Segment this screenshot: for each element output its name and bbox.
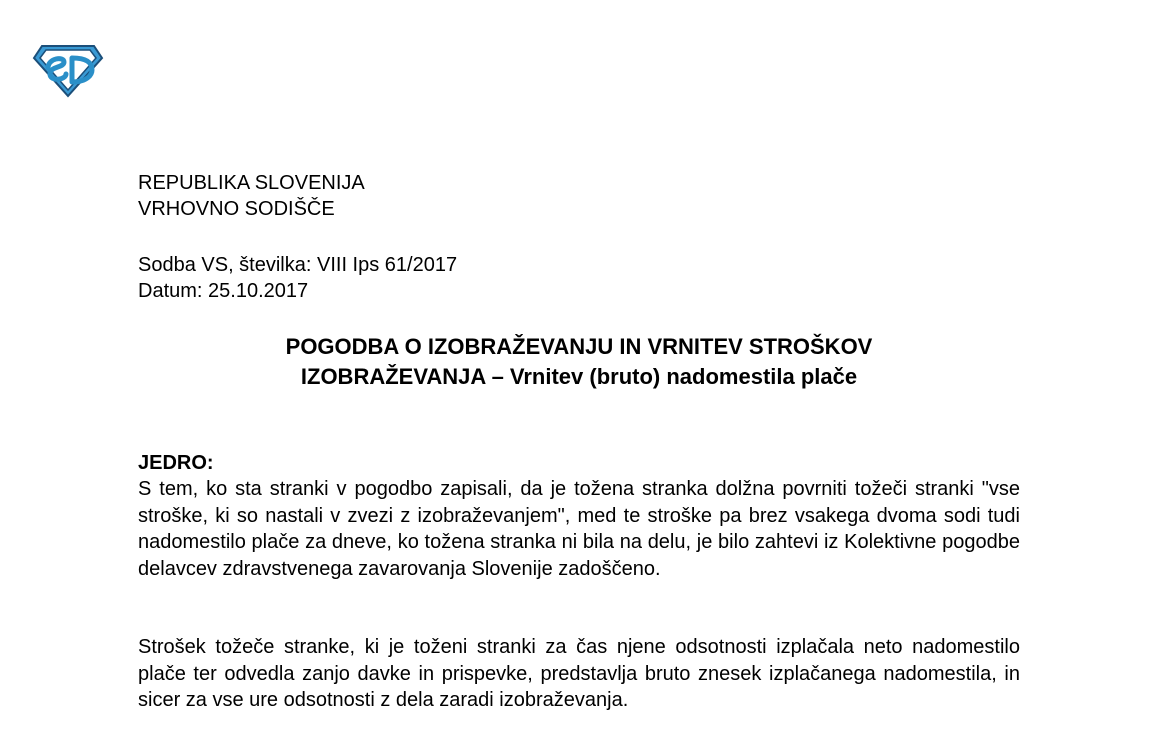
case-date: Datum: 25.10.2017: [138, 280, 309, 302]
summary-paragraph-2: Strošek tožeče stranke, ki je toženi stranki za čas njene odsotnosti izplačala neto nadomestilo plače ter odvedla zanjo davke in prispevke, predstavlja bruto znesek izplačanega nadomestila, in sicer za vse ure odsotnosti z dela zaradi izobraževanja.: [138, 636, 1020, 711]
court-logo: [30, 40, 106, 100]
title-line-2: IZOBRAŽEVANJA – Vrnitev (bruto) nadomestila plače: [300, 364, 858, 389]
country-name: REPUBLIKA SLOVENIJA: [138, 172, 365, 194]
document-title: [138, 332, 1020, 392]
summary-label: JEDRO:: [138, 452, 214, 474]
case-number: Sodba VS, številka: VIII Ips 61/2017: [138, 254, 458, 276]
title-line-1: POGODBA O IZOBRAŽEVANJU IN VRNITEV STROŠKOV: [285, 334, 873, 359]
court-header: [138, 170, 365, 222]
court-name: VRHOVNO SODIŠČE: [138, 198, 335, 220]
summary-paragraph-1: S tem, ko sta stranki v pogodbo zapisali, da je tožena stranka dolžna povrniti tožeči stranki "vse stroške, ki so nastali v zvezi z izobraževanjem", med te stroške pa brez vsakega dvoma sodi tudi nadomestilo plače za dneve, ko tožena stranka ni bila na delu, je bilo zahtevi iz Kolektivne pogodbe delavcev zdravstvenega zavarovanja Slovenije zadoščeno.: [138, 478, 1020, 580]
case-info: [138, 252, 457, 304]
sd-logo-icon: [30, 40, 106, 100]
